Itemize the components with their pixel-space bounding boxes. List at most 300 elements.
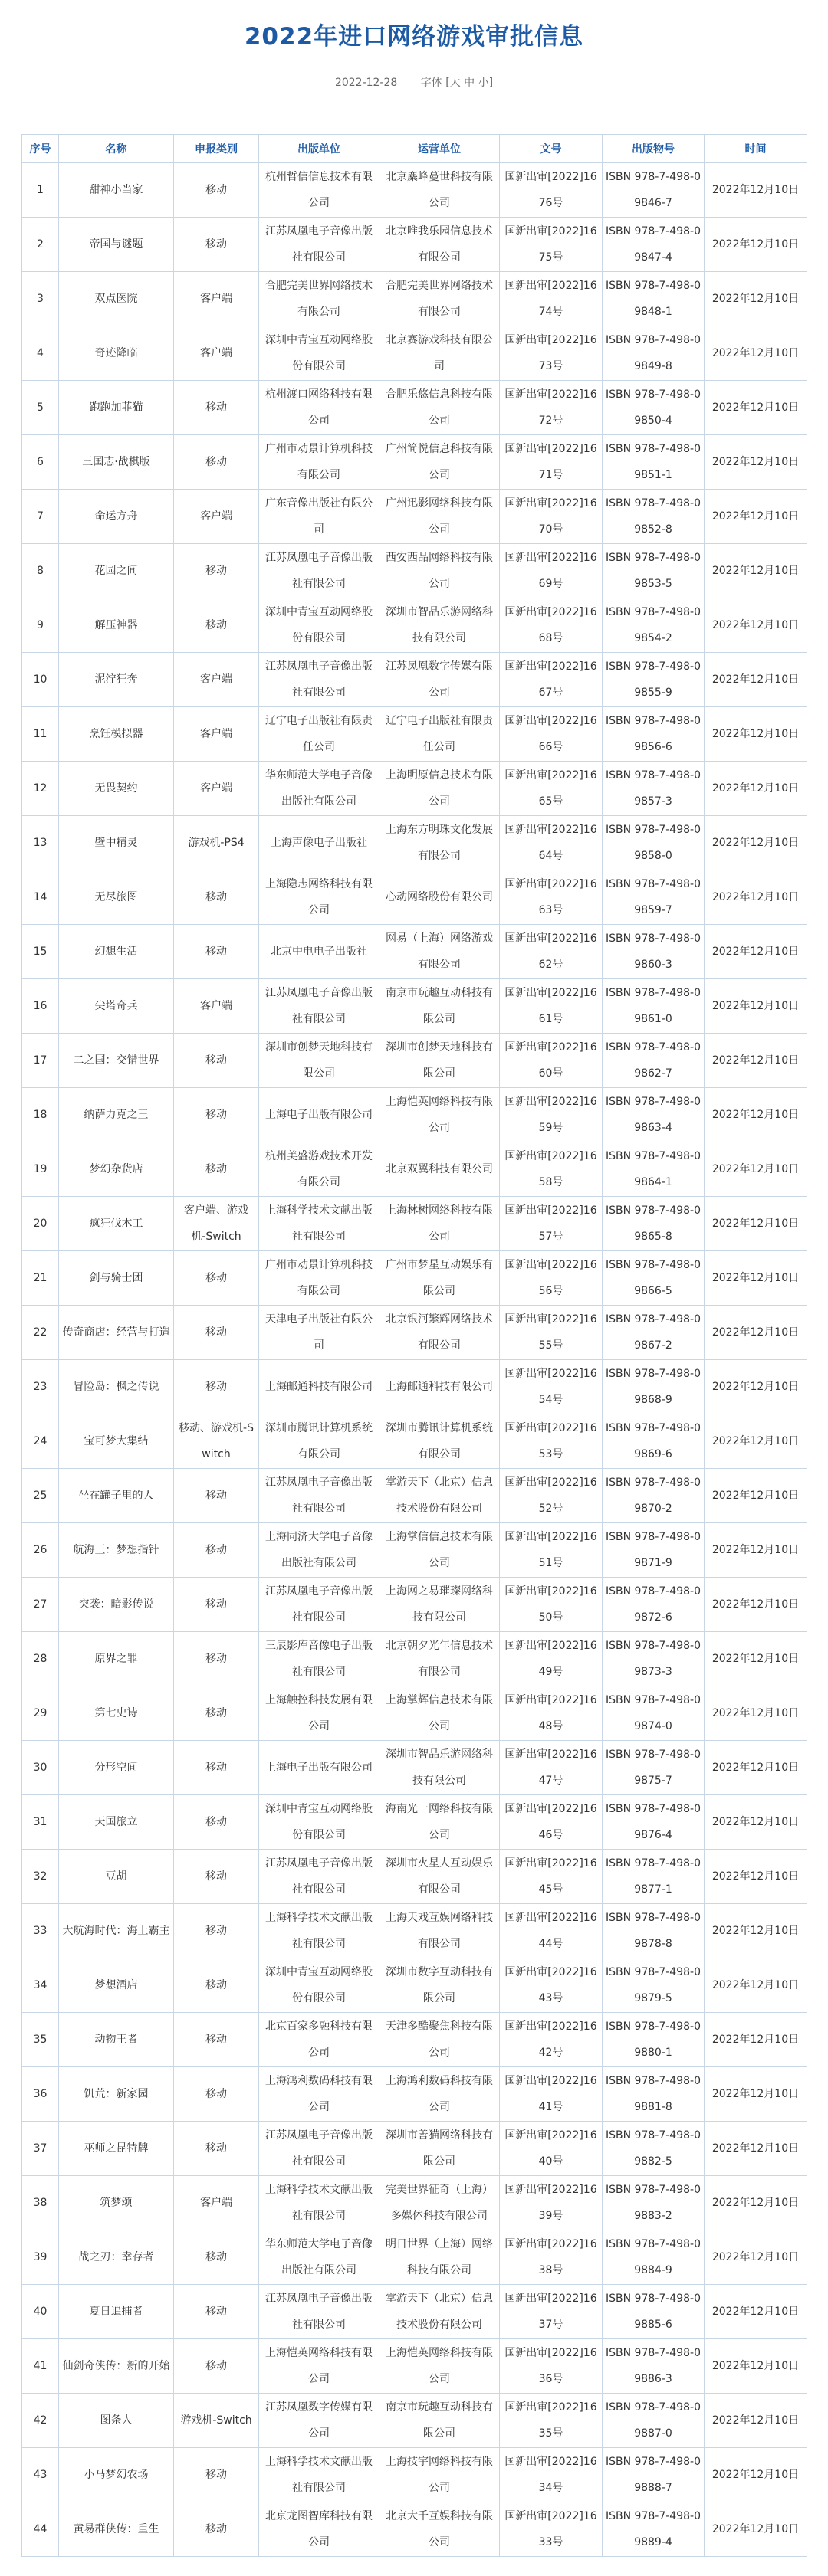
approval-number: 国新出审[2022]1667号: [500, 653, 603, 707]
isbn: ISBN 978-7-498-09846-7: [603, 163, 705, 218]
article-meta: [0, 75, 828, 90]
category: 客户端: [174, 653, 259, 707]
table-row: [22, 2448, 807, 2502]
approval-date: 2022年12月10日: [705, 1904, 807, 1958]
publisher: 广州市动景计算机科技有限公司: [259, 1251, 380, 1306]
game-name: 动物王者: [59, 2013, 174, 2067]
publisher: 上海邮通科技有限公司: [259, 1360, 380, 1414]
table-row: [22, 870, 807, 925]
row-index: 16: [22, 979, 59, 1034]
isbn: ISBN 978-7-498-09858-0: [603, 816, 705, 870]
row-index: 37: [22, 2122, 59, 2176]
operator: 上海技宇网络科技有限公司: [380, 2448, 500, 2502]
operator: 广州市梦星互动娱乐有限公司: [380, 1251, 500, 1306]
font-size-label: 字体: [420, 77, 442, 89]
publisher: 江苏凤凰电子音像出版社有限公司: [259, 1469, 380, 1523]
isbn: ISBN 978-7-498-09868-9: [603, 1360, 705, 1414]
category: 客户端: [174, 272, 259, 326]
operator: 广州简悦信息科技有限公司: [380, 435, 500, 490]
table-row: [22, 2502, 807, 2557]
publisher: 江苏凤凰电子音像出版社有限公司: [259, 653, 380, 707]
operator: 北京麋峰蔓世科技有限公司: [380, 163, 500, 218]
table-row: [22, 1686, 807, 1741]
table-row: [22, 218, 807, 272]
row-index: 5: [22, 381, 59, 435]
game-name: 传奇商店：经营与打造: [59, 1306, 174, 1360]
approval-date: 2022年12月10日: [705, 1360, 807, 1414]
isbn: ISBN 978-7-498-09875-7: [603, 1741, 705, 1795]
game-name: 剑与骑士团: [59, 1251, 174, 1306]
game-name: 无畏契约: [59, 762, 174, 816]
publisher: 上海科学技术文献出版社有限公司: [259, 2176, 380, 2230]
approval-date: 2022年12月10日: [705, 1088, 807, 1142]
game-name: 豆胡: [59, 1850, 174, 1904]
publisher: 江苏凤凰电子音像出版社有限公司: [259, 979, 380, 1034]
category: 移动: [174, 1741, 259, 1795]
category: 移动: [174, 2013, 259, 2067]
category: 移动: [174, 2502, 259, 2557]
isbn: ISBN 978-7-498-09874-0: [603, 1686, 705, 1741]
row-index: 9: [22, 598, 59, 653]
operator: 天津多酷聚焦科技有限公司: [380, 2013, 500, 2067]
operator: 广州迅影网络科技有限公司: [380, 490, 500, 544]
table-row: [22, 2339, 807, 2394]
approval-date: 2022年12月10日: [705, 1306, 807, 1360]
approval-date: 2022年12月10日: [705, 2013, 807, 2067]
row-index: 24: [22, 1414, 59, 1469]
operator: 深圳市智品乐游网络科技有限公司: [380, 1741, 500, 1795]
row-index: 34: [22, 1958, 59, 2013]
row-index: 10: [22, 653, 59, 707]
category: 移动: [174, 2067, 259, 2122]
approval-number: 国新出审[2022]1649号: [500, 1632, 603, 1686]
row-index: 22: [22, 1306, 59, 1360]
category: 移动: [174, 2230, 259, 2285]
approval-number: 国新出审[2022]1660号: [500, 1034, 603, 1088]
table-row: [22, 598, 807, 653]
table-row: [22, 816, 807, 870]
operator: 心动网络股份有限公司: [380, 870, 500, 925]
approval-number: 国新出审[2022]1659号: [500, 1088, 603, 1142]
approval-date: 2022年12月10日: [705, 2176, 807, 2230]
approval-number: 国新出审[2022]1646号: [500, 1795, 603, 1850]
header-approval-no: 文号: [500, 135, 603, 163]
table-row: [22, 1523, 807, 1578]
isbn: ISBN 978-7-498-09883-2: [603, 2176, 705, 2230]
category: 移动: [174, 1360, 259, 1414]
game-name: 幻想生活: [59, 925, 174, 979]
operator: 北京唯我乐园信息技术有限公司: [380, 218, 500, 272]
isbn: ISBN 978-7-498-09885-6: [603, 2285, 705, 2339]
publisher: 杭州哲信信息技术有限公司: [259, 163, 380, 218]
category: 移动: [174, 1578, 259, 1632]
game-name: 小马梦幻农场: [59, 2448, 174, 2502]
table-row: [22, 2394, 807, 2448]
category: 移动: [174, 381, 259, 435]
game-name: 无尽旅图: [59, 870, 174, 925]
approval-date: 2022年12月10日: [705, 1850, 807, 1904]
publisher: 深圳中青宝互动网络股份有限公司: [259, 1958, 380, 2013]
approval-date: 2022年12月10日: [705, 381, 807, 435]
row-index: 26: [22, 1523, 59, 1578]
isbn: ISBN 978-7-498-09870-2: [603, 1469, 705, 1523]
operator: 掌游天下（北京）信息技术股份有限公司: [380, 1469, 500, 1523]
publisher: 华东师范大学电子音像出版社有限公司: [259, 762, 380, 816]
approval-number: 国新出审[2022]1636号: [500, 2339, 603, 2394]
isbn: ISBN 978-7-498-09886-3: [603, 2339, 705, 2394]
table-row: [22, 1578, 807, 1632]
approval-date: 2022年12月10日: [705, 653, 807, 707]
operator: 辽宁电子出版社有限责任公司: [380, 707, 500, 762]
operator: 上海东方明珠文化发展有限公司: [380, 816, 500, 870]
operator: 深圳市腾讯计算机系统有限公司: [380, 1414, 500, 1469]
row-index: 44: [22, 2502, 59, 2557]
publisher: 北京百家多融科技有限公司: [259, 2013, 380, 2067]
approval-date: 2022年12月10日: [705, 2067, 807, 2122]
isbn: ISBN 978-7-498-09849-8: [603, 326, 705, 381]
publisher: 江苏凤凰电子音像出版社有限公司: [259, 218, 380, 272]
publisher: 上海科学技术文献出版社有限公司: [259, 1904, 380, 1958]
approval-number: 国新出审[2022]1654号: [500, 1360, 603, 1414]
game-name: 坐在罐子里的人: [59, 1469, 174, 1523]
table-row: [22, 490, 807, 544]
game-name: 原界之罪: [59, 1632, 174, 1686]
isbn: ISBN 978-7-498-09862-7: [603, 1034, 705, 1088]
approval-number: 国新出审[2022]1644号: [500, 1904, 603, 1958]
game-name: 筑梦颂: [59, 2176, 174, 2230]
category: 移动: [174, 218, 259, 272]
table-row: [22, 1360, 807, 1414]
approval-number: 国新出审[2022]1669号: [500, 544, 603, 598]
category: 移动: [174, 2448, 259, 2502]
approval-date: 2022年12月10日: [705, 544, 807, 598]
game-name: 命运方舟: [59, 490, 174, 544]
table-row: [22, 653, 807, 707]
operator: 深圳市创梦天地科技有限公司: [380, 1034, 500, 1088]
operator: 上海恺英网络科技有限公司: [380, 2339, 500, 2394]
row-index: 32: [22, 1850, 59, 1904]
isbn: ISBN 978-7-498-09850-4: [603, 381, 705, 435]
game-name: 突袭：暗影传说: [59, 1578, 174, 1632]
approval-date: 2022年12月10日: [705, 1034, 807, 1088]
isbn: ISBN 978-7-498-09853-5: [603, 544, 705, 598]
table-row: [22, 2013, 807, 2067]
isbn: ISBN 978-7-498-09852-8: [603, 490, 705, 544]
row-index: 43: [22, 2448, 59, 2502]
table-row: [22, 544, 807, 598]
operator: 西安西品网络科技有限公司: [380, 544, 500, 598]
approval-date: 2022年12月10日: [705, 2122, 807, 2176]
publisher: 三辰影库音像电子出版社有限公司: [259, 1632, 380, 1686]
category: 移动: [174, 1469, 259, 1523]
isbn: ISBN 978-7-498-09879-5: [603, 1958, 705, 2013]
publisher: 深圳中青宝互动网络股份有限公司: [259, 1795, 380, 1850]
isbn: ISBN 978-7-498-09872-6: [603, 1578, 705, 1632]
game-name: 梦幻杂货店: [59, 1142, 174, 1197]
table-row: [22, 326, 807, 381]
publisher: 深圳市腾讯计算机系统有限公司: [259, 1414, 380, 1469]
row-index: 35: [22, 2013, 59, 2067]
publisher: 广东音像出版社有限公司: [259, 490, 380, 544]
isbn: ISBN 978-7-498-09854-2: [603, 598, 705, 653]
row-index: 4: [22, 326, 59, 381]
approval-number: 国新出审[2022]1642号: [500, 2013, 603, 2067]
isbn: ISBN 978-7-498-09881-8: [603, 2067, 705, 2122]
game-name: 烹饪模拟器: [59, 707, 174, 762]
header-category: 申报类别: [174, 135, 259, 163]
row-index: 23: [22, 1360, 59, 1414]
table-row: [22, 979, 807, 1034]
approval-number: 国新出审[2022]1676号: [500, 163, 603, 218]
game-name: 仙剑奇侠传：新的开始: [59, 2339, 174, 2394]
operator: 上海邮通科技有限公司: [380, 1360, 500, 1414]
row-index: 27: [22, 1578, 59, 1632]
publisher: 华东师范大学电子音像出版社有限公司: [259, 2230, 380, 2285]
game-name: 壁中精灵: [59, 816, 174, 870]
game-name: 巫师之昆特牌: [59, 2122, 174, 2176]
category: 移动: [174, 1523, 259, 1578]
approval-number: 国新出审[2022]1633号: [500, 2502, 603, 2557]
approval-number: 国新出审[2022]1648号: [500, 1686, 603, 1741]
isbn: ISBN 978-7-498-09869-6: [603, 1414, 705, 1469]
publisher: 上海电子出版有限公司: [259, 1741, 380, 1795]
table-row: [22, 163, 807, 218]
approval-date: 2022年12月10日: [705, 1414, 807, 1469]
game-name: 航海王：梦想指针: [59, 1523, 174, 1578]
game-name: 分形空间: [59, 1741, 174, 1795]
approval-number: 国新出审[2022]1652号: [500, 1469, 603, 1523]
publisher: 上海恺英网络科技有限公司: [259, 2339, 380, 2394]
approval-date: 2022年12月10日: [705, 2502, 807, 2557]
game-name: 图条人: [59, 2394, 174, 2448]
category: 移动: [174, 1850, 259, 1904]
header-name: 名称: [59, 135, 174, 163]
category: 游戏机-PS4: [174, 816, 259, 870]
category: 移动: [174, 1306, 259, 1360]
isbn: ISBN 978-7-498-09860-3: [603, 925, 705, 979]
game-name: 大航海时代：海上霸主: [59, 1904, 174, 1958]
table-row: [22, 925, 807, 979]
approval-number: 国新出审[2022]1670号: [500, 490, 603, 544]
publisher: 上海隐志网络科技有限公司: [259, 870, 380, 925]
isbn: ISBN 978-7-498-09882-5: [603, 2122, 705, 2176]
row-index: 38: [22, 2176, 59, 2230]
approval-date: 2022年12月10日: [705, 1795, 807, 1850]
operator: 上海林树网络科技有限公司: [380, 1197, 500, 1251]
row-index: 6: [22, 435, 59, 490]
game-name: 战之刃：幸存者: [59, 2230, 174, 2285]
publisher: 深圳市创梦天地科技有限公司: [259, 1034, 380, 1088]
game-name: 跑跑加菲猫: [59, 381, 174, 435]
operator: 上海掌辉信息技术有限公司: [380, 1686, 500, 1741]
row-index: 36: [22, 2067, 59, 2122]
publisher: 上海鸿利数码科技有限公司: [259, 2067, 380, 2122]
publisher: 深圳中青宝互动网络股份有限公司: [259, 598, 380, 653]
category: 移动、游戏机-Switch: [174, 1414, 259, 1469]
table-row: [22, 1632, 807, 1686]
approval-date: 2022年12月10日: [705, 326, 807, 381]
font-size-switcher[interactable]: [大 中 小]: [445, 77, 494, 89]
approval-number: 国新出审[2022]1639号: [500, 2176, 603, 2230]
approval-number: 国新出审[2022]1671号: [500, 435, 603, 490]
approval-date: 2022年12月10日: [705, 1197, 807, 1251]
approval-date: 2022年12月10日: [705, 925, 807, 979]
game-name: 解压神器: [59, 598, 174, 653]
header-publisher: 出版单位: [259, 135, 380, 163]
approval-date: 2022年12月10日: [705, 2285, 807, 2339]
row-index: 28: [22, 1632, 59, 1686]
approval-number: 国新出审[2022]1651号: [500, 1523, 603, 1578]
approval-date: 2022年12月10日: [705, 1578, 807, 1632]
publisher: 上海科学技术文献出版社有限公司: [259, 2448, 380, 2502]
isbn: ISBN 978-7-498-09864-1: [603, 1142, 705, 1197]
category: 移动: [174, 1795, 259, 1850]
publisher: 上海触控科技发展有限公司: [259, 1686, 380, 1741]
header-operator: 运营单位: [380, 135, 500, 163]
table-row: [22, 1795, 807, 1850]
operator: 北京双翼科技有限公司: [380, 1142, 500, 1197]
approval-number: 国新出审[2022]1657号: [500, 1197, 603, 1251]
publisher: 天津电子出版社有限公司: [259, 1306, 380, 1360]
game-name: 黄易群侠传：重生: [59, 2502, 174, 2557]
approval-number: 国新出审[2022]1661号: [500, 979, 603, 1034]
operator: 江苏凤凰数字传媒有限公司: [380, 653, 500, 707]
approval-date: 2022年12月10日: [705, 2230, 807, 2285]
row-index: 41: [22, 2339, 59, 2394]
game-name: 第七史诗: [59, 1686, 174, 1741]
category: 游戏机-Switch: [174, 2394, 259, 2448]
approval-date: 2022年12月10日: [705, 816, 807, 870]
game-name: 宝可梦大集结: [59, 1414, 174, 1469]
isbn: ISBN 978-7-498-09857-3: [603, 762, 705, 816]
row-index: 15: [22, 925, 59, 979]
category: 移动: [174, 925, 259, 979]
isbn: ISBN 978-7-498-09884-9: [603, 2230, 705, 2285]
operator: 上海网之易璀璨网络科技有限公司: [380, 1578, 500, 1632]
approval-number: 国新出审[2022]1663号: [500, 870, 603, 925]
category: 客户端: [174, 490, 259, 544]
approval-date: 2022年12月10日: [705, 163, 807, 218]
row-index: 7: [22, 490, 59, 544]
category: 移动: [174, 870, 259, 925]
operator: 上海恺英网络科技有限公司: [380, 1088, 500, 1142]
category: 客户端: [174, 2176, 259, 2230]
page-title: 2022年进口网络游戏审批信息: [244, 23, 584, 51]
isbn: ISBN 978-7-498-09873-3: [603, 1632, 705, 1686]
approval-number: 国新出审[2022]1637号: [500, 2285, 603, 2339]
table-header-row: [22, 135, 807, 163]
category: 移动: [174, 1686, 259, 1741]
table-row: [22, 1904, 807, 1958]
category: 客户端: [174, 326, 259, 381]
operator: 深圳市智品乐游网络科技有限公司: [380, 598, 500, 653]
approval-date: 2022年12月10日: [705, 762, 807, 816]
row-index: 31: [22, 1795, 59, 1850]
approval-date: 2022年12月10日: [705, 1142, 807, 1197]
approval-date: 2022年12月10日: [705, 218, 807, 272]
game-name: 夏日追捕者: [59, 2285, 174, 2339]
operator: 深圳市火星人互动娱乐有限公司: [380, 1850, 500, 1904]
table-row: [22, 2122, 807, 2176]
approval-number: 国新出审[2022]1662号: [500, 925, 603, 979]
approval-date: 2022年12月10日: [705, 1251, 807, 1306]
category: 移动: [174, 2339, 259, 2394]
approval-date: 2022年12月10日: [705, 707, 807, 762]
row-index: 11: [22, 707, 59, 762]
publisher: 辽宁电子出版社有限责任公司: [259, 707, 380, 762]
publisher: 上海科学技术文献出版社有限公司: [259, 1197, 380, 1251]
approval-date: 2022年12月10日: [705, 1958, 807, 2013]
approval-date: 2022年12月10日: [705, 598, 807, 653]
publisher: 深圳中青宝互动网络股份有限公司: [259, 326, 380, 381]
approval-date: 2022年12月10日: [705, 2448, 807, 2502]
approval-number: 国新出审[2022]1634号: [500, 2448, 603, 2502]
approval-date: 2022年12月10日: [705, 1632, 807, 1686]
approval-date: 2022年12月10日: [705, 1686, 807, 1741]
table-row: [22, 1469, 807, 1523]
game-name: 双点医院: [59, 272, 174, 326]
category: 客户端: [174, 762, 259, 816]
category: 移动: [174, 1034, 259, 1088]
game-name: 纳萨力克之王: [59, 1088, 174, 1142]
approval-number: 国新出审[2022]1645号: [500, 1850, 603, 1904]
row-index: 13: [22, 816, 59, 870]
operator: 合肥完美世界网络技术有限公司: [380, 272, 500, 326]
row-index: 20: [22, 1197, 59, 1251]
table-row: [22, 1251, 807, 1306]
table-row: [22, 2067, 807, 2122]
category: 移动: [174, 1904, 259, 1958]
game-name: 奇迹降临: [59, 326, 174, 381]
isbn: ISBN 978-7-498-09855-9: [603, 653, 705, 707]
isbn: ISBN 978-7-498-09851-1: [603, 435, 705, 490]
category: 移动: [174, 1958, 259, 2013]
game-name: 二之国：交错世界: [59, 1034, 174, 1088]
category: 移动: [174, 163, 259, 218]
header-date: 时间: [705, 135, 807, 163]
publisher: 上海电子出版有限公司: [259, 1088, 380, 1142]
approval-number: 国新出审[2022]1653号: [500, 1414, 603, 1469]
operator: 上海鸿利数码科技有限公司: [380, 2067, 500, 2122]
category: 移动: [174, 1251, 259, 1306]
table-row: [22, 1142, 807, 1197]
publisher: 江苏凤凰电子音像出版社有限公司: [259, 1578, 380, 1632]
publisher: 江苏凤凰电子音像出版社有限公司: [259, 2285, 380, 2339]
isbn: ISBN 978-7-498-09887-0: [603, 2394, 705, 2448]
publisher: 上海声像电子出版社: [259, 816, 380, 870]
approval-date: 2022年12月10日: [705, 870, 807, 925]
category: 移动: [174, 2122, 259, 2176]
approval-date: 2022年12月10日: [705, 272, 807, 326]
operator: 北京朝夕光年信息技术有限公司: [380, 1632, 500, 1686]
approval-date: 2022年12月10日: [705, 1523, 807, 1578]
approval-date: 2022年12月10日: [705, 435, 807, 490]
table-row: [22, 1034, 807, 1088]
approval-number: 国新出审[2022]1641号: [500, 2067, 603, 2122]
isbn: ISBN 978-7-498-09861-0: [603, 979, 705, 1034]
row-index: 21: [22, 1251, 59, 1306]
header-isbn: 出版物号: [603, 135, 705, 163]
category: 客户端、游戏机-Switch: [174, 1197, 259, 1251]
publish-date: 2022-12-28: [334, 77, 398, 89]
row-index: 30: [22, 1741, 59, 1795]
row-index: 25: [22, 1469, 59, 1523]
approval-table: [21, 134, 807, 2557]
row-index: 42: [22, 2394, 59, 2448]
game-name: 尖塔奇兵: [59, 979, 174, 1034]
game-name: 冒险岛：枫之传说: [59, 1360, 174, 1414]
isbn: ISBN 978-7-498-09848-1: [603, 272, 705, 326]
